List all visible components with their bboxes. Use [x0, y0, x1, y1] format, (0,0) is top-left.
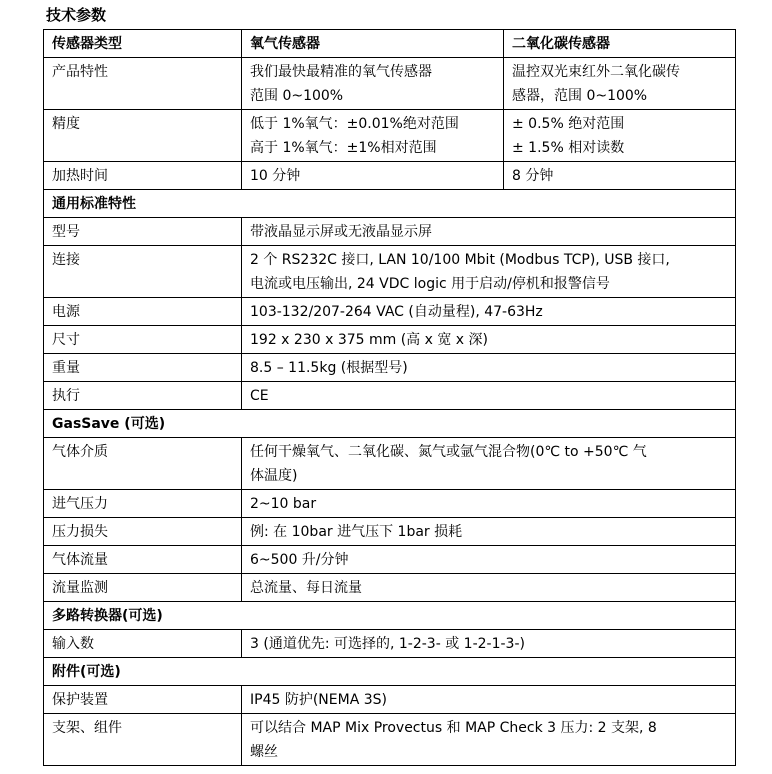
- row-label: 支架、组件: [44, 714, 242, 766]
- row-value: 3 (通道优先: 可选择的, 1-2-3- 或 1-2-1-3-): [242, 630, 736, 658]
- row-label: 电源: [44, 298, 242, 326]
- table-row: [44, 574, 736, 602]
- row-label: 执行: [44, 382, 242, 410]
- oxygen-value: 10 分钟: [242, 162, 504, 190]
- row-label: 进气压力: [44, 490, 242, 518]
- section-title: GasSave (可选): [44, 410, 736, 438]
- section-title: 多路转换器(可选): [44, 602, 736, 630]
- row-value: IP45 防护(NEMA 3S): [242, 686, 736, 714]
- oxygen-value: 低于 1%氧气：±0.01%绝对范围 高于 1%氧气：±1%相对范围: [242, 110, 504, 162]
- co2-value: 温控双光束红外二氧化碳传 感器，范围 0~100%: [504, 58, 736, 110]
- table-row: [44, 354, 736, 382]
- table-row: [44, 686, 736, 714]
- table-row: [44, 58, 736, 110]
- co2-value: ± 0.5% 绝对范围 ± 1.5% 相对读数: [504, 110, 736, 162]
- row-label: 尺寸: [44, 326, 242, 354]
- row-label: 加热时间: [44, 162, 242, 190]
- row-label: 气体流量: [44, 546, 242, 574]
- section-title: 附件(可选): [44, 658, 736, 686]
- row-value: 6~500 升/分钟: [242, 546, 736, 574]
- section-title: 通用标准特性: [44, 190, 736, 218]
- oxygen-value: 我们最快最精准的氧气传感器 范围 0~100%: [242, 58, 504, 110]
- row-value: 103-132/207-264 VAC (自动量程), 47-63Hz: [242, 298, 736, 326]
- row-value: 2~10 bar: [242, 490, 736, 518]
- table-row: [44, 382, 736, 410]
- table-row: [44, 246, 736, 298]
- row-label: 型号: [44, 218, 242, 246]
- row-label: 连接: [44, 246, 242, 298]
- header-co2-sensor: 二氧化碳传感器: [504, 30, 736, 58]
- header-oxygen-sensor: 氧气传感器: [242, 30, 504, 58]
- table-row: [44, 326, 736, 354]
- row-value: 192 x 230 x 375 mm (高 x 宽 x 深): [242, 326, 736, 354]
- table-header-row: [44, 30, 736, 58]
- row-value: 2 个 RS232C 接口, LAN 10/100 Mbit (Modbus TCP), USB 接口, 电流或电压输出, 24 VDC logic 用于启动/停机和报警信号: [242, 246, 736, 298]
- section-header-general: [44, 190, 736, 218]
- section-header-multiplexer: [44, 602, 736, 630]
- header-sensor-type: 传感器类型: [44, 30, 242, 58]
- table-row: [44, 714, 736, 766]
- row-label: 重量: [44, 354, 242, 382]
- row-value: 可以结合 MAP Mix Provectus 和 MAP Check 3 压力: 2 支架, 8 螺丝: [242, 714, 736, 766]
- row-label: 产品特性: [44, 58, 242, 110]
- table-row: [44, 162, 736, 190]
- row-value: 总流量、每日流量: [242, 574, 736, 602]
- row-label: 流量监测: [44, 574, 242, 602]
- section-header-gassave: [44, 410, 736, 438]
- table-row: [44, 518, 736, 546]
- row-value: CE: [242, 382, 736, 410]
- table-row: [44, 298, 736, 326]
- row-value: 例: 在 10bar 进气压下 1bar 损耗: [242, 518, 736, 546]
- table-row: [44, 630, 736, 658]
- row-label: 输入数: [44, 630, 242, 658]
- table-row: [44, 438, 736, 490]
- row-label: 保护装置: [44, 686, 242, 714]
- row-value: 8.5 – 11.5kg (根据型号): [242, 354, 736, 382]
- row-value: 任何干燥氧气、二氧化碳、氮气或氩气混合物(0℃ to +50℃ 气 体温度): [242, 438, 736, 490]
- document-title: 技术参数: [46, 6, 107, 24]
- row-label: 压力损失: [44, 518, 242, 546]
- table-row: [44, 110, 736, 162]
- row-value: 带液晶显示屏或无液晶显示屏: [242, 218, 736, 246]
- section-header-accessories: [44, 658, 736, 686]
- table-row: [44, 218, 736, 246]
- table-row: [44, 546, 736, 574]
- row-label: 气体介质: [44, 438, 242, 490]
- table-row: [44, 490, 736, 518]
- co2-value: 8 分钟: [504, 162, 736, 190]
- spec-table: [43, 29, 736, 766]
- row-label: 精度: [44, 110, 242, 162]
